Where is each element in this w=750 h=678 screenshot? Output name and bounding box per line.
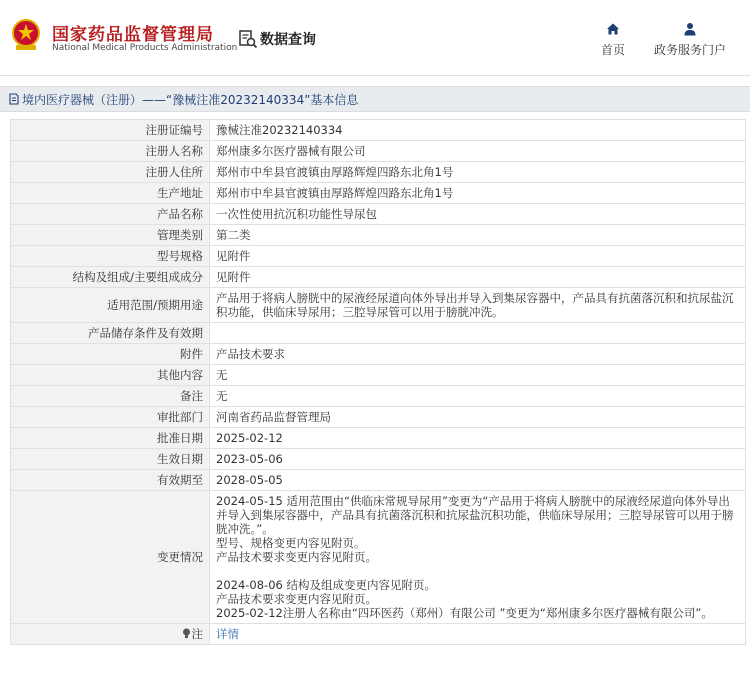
field-value: 产品技术要求 [210, 344, 746, 365]
breadcrumb-text: 境内医疗器械（注册）——“豫械注准20232140334”基本信息 [22, 92, 359, 107]
home-icon [606, 22, 620, 36]
field-value: 2028-05-05 [210, 470, 746, 491]
table-row [11, 246, 746, 267]
nav-home[interactable] [601, 22, 625, 58]
site-header [0, 0, 750, 76]
field-value: 无 [210, 386, 746, 407]
table-row [11, 183, 746, 204]
nav-portal-label: 政务服务门户 [654, 43, 727, 57]
table-row [11, 407, 746, 428]
field-label: 生产地址 [11, 183, 210, 204]
table-row [11, 267, 746, 288]
field-label: 注 [191, 627, 203, 641]
table-row [11, 120, 746, 141]
nav-service-portal[interactable] [654, 22, 726, 58]
field-label: 其他内容 [11, 365, 210, 386]
field-label: 注册人住所 [11, 162, 210, 183]
field-value: 第二类 [210, 225, 746, 246]
data-query-label: 数据查询 [260, 32, 316, 48]
field-value: 2025-02-12 [210, 428, 746, 449]
table-row [11, 365, 746, 386]
table-row [11, 204, 746, 225]
brand-name-cn[interactable]: 国家药品监督管理局 [52, 25, 214, 45]
table-row [11, 141, 746, 162]
change-history: 2024-05-15 适用范围由“供临床常规导尿用”变更为“产品用于将病人膀胱中的尿液经尿道向体外导出并导入到集尿容器中，产品具有抗菌落沉积和抗尿盐沉积功能，供临床导尿用；三腔导尿管可以用于膀胱冲洗。”。 型号、规格变更内容见附页。 产品技术要求变更内容见附页。 2024-08-06 结构及组成变更内容见附页。 产品技术要求变更内容见附页。 2025-02-12注册人名称由“四环医药（郑州）有限公司 ”变更为“郑州康多尔医疗器械有限公司”。 [210, 491, 746, 624]
field-value: 郑州市中牟县官渡镇由厚路辉煌四路东北角1号 [210, 183, 746, 204]
field-label: 结构及组成/主要组成成分 [11, 267, 210, 288]
field-value: 郑州市中牟县官渡镇由厚路辉煌四路东北角1号 [210, 162, 746, 183]
table-row [11, 428, 746, 449]
details-link[interactable]: 详情 [216, 627, 239, 641]
field-value: 一次性使用抗沉积功能性导尿包 [210, 204, 746, 225]
field-value [210, 323, 746, 344]
table-row [11, 162, 746, 183]
note-label-cell [11, 624, 210, 645]
field-label: 适用范围/预期用途 [11, 288, 210, 323]
field-value: 河南省药品监督管理局 [210, 407, 746, 428]
table-row [11, 624, 746, 645]
document-icon [8, 93, 20, 105]
field-label: 变更情况 [11, 491, 210, 624]
field-label: 产品储存条件及有效期 [11, 323, 210, 344]
table-row [11, 323, 746, 344]
field-label: 有效期至 [11, 470, 210, 491]
table-row [11, 225, 746, 246]
field-label: 审批部门 [11, 407, 210, 428]
field-label: 备注 [11, 386, 210, 407]
table-row [11, 449, 746, 470]
field-label: 生效日期 [11, 449, 210, 470]
field-value: 产品用于将病人膀胱中的尿液经尿道向体外导出并导入到集尿容器中，产品具有抗菌落沉积和抗尿盐沉积功能，供临床导尿用；三腔导尿管可以用于膀胱冲洗。 [210, 288, 746, 323]
table-row [11, 491, 746, 624]
field-value: 无 [210, 365, 746, 386]
lightbulb-icon [182, 628, 191, 639]
breadcrumb [0, 86, 750, 112]
field-label: 型号规格 [11, 246, 210, 267]
field-label: 管理类别 [11, 225, 210, 246]
field-label: 批准日期 [11, 428, 210, 449]
field-label: 注册证编号 [11, 120, 210, 141]
table-row [11, 470, 746, 491]
field-label: 附件 [11, 344, 210, 365]
field-value [210, 624, 746, 645]
table-row [11, 288, 746, 323]
data-query-link[interactable] [238, 28, 316, 50]
field-value: 见附件 [210, 246, 746, 267]
field-value: 郑州康多尔医疗器械有限公司 [210, 141, 746, 162]
field-label: 注册人名称 [11, 141, 210, 162]
data-query-icon [238, 29, 258, 49]
field-label: 产品名称 [11, 204, 210, 225]
brand-name-en[interactable]: National Medical Products Administration [52, 43, 238, 53]
nav-home-label: 首页 [601, 43, 626, 57]
national-emblem-icon [10, 18, 42, 52]
table-row [11, 344, 746, 365]
field-value: 2023-05-06 [210, 449, 746, 470]
field-value: 豫械注准20232140334 [210, 120, 746, 141]
detail-table [10, 119, 746, 645]
table-row [11, 386, 746, 407]
user-icon [683, 22, 697, 36]
field-value: 见附件 [210, 267, 746, 288]
